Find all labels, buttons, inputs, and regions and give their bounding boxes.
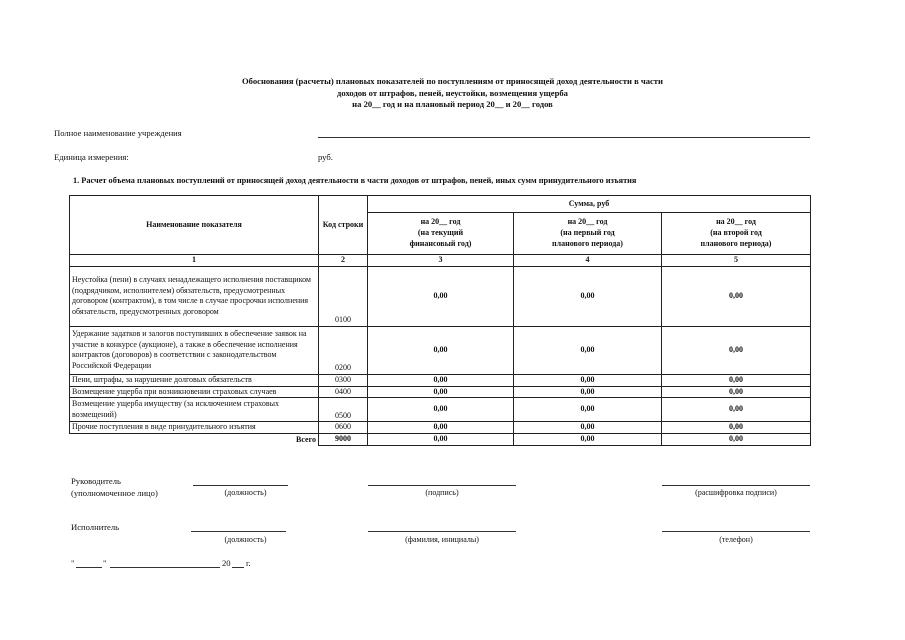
institution-label: Полное наименование учреждения: [54, 128, 182, 138]
row-code: 0400: [319, 386, 368, 398]
row-name: Пени, штрафы, за нарушение долговых обязательств: [70, 374, 319, 386]
row-value-year3[interactable]: 0,00: [662, 398, 811, 422]
header-year-first-l3: планового периода): [552, 238, 623, 248]
executor-label: Исполнитель: [71, 522, 120, 532]
head-signature-caption: (подпись): [425, 488, 459, 497]
section-heading: 1. Расчет объема плановых поступлений от приносящей доход деятельности в части доходов от штрафов, пеней, иных сумм принудительного изъятия: [73, 176, 637, 185]
row-value-year3[interactable]: 0,00: [662, 386, 811, 398]
title-line-1: Обоснования (расчеты) плановых показателей по поступлениям от приносящей доход деятельности в части: [242, 76, 663, 86]
head-signature-line[interactable]: [368, 485, 516, 486]
page-title: [0, 76, 905, 111]
row-code: 0300: [319, 374, 368, 386]
row-value-year1[interactable]: 0,00: [368, 386, 514, 398]
row-value-year1[interactable]: 0,00: [368, 374, 514, 386]
head-label: Руководитель: [71, 476, 121, 486]
header-year-first: [514, 213, 662, 255]
header-indicator-name: Наименование показателя: [70, 196, 319, 255]
row-code: 0600: [319, 422, 368, 434]
date-year-prefix: 20: [222, 558, 231, 568]
row-value-year3[interactable]: 0,00: [662, 266, 811, 326]
total-value-year1: 0,00: [368, 434, 514, 446]
header-year-first-l2: (на первый год: [560, 228, 615, 238]
unit-label: Единица измерения:: [54, 152, 129, 162]
title-line-2: доходов от штрафов, пеней, неустойки, возмещения ущерба: [337, 87, 568, 98]
header-year-second-l2: (на второй год: [710, 228, 762, 238]
calculation-table: [69, 195, 811, 446]
total-code: 9000: [319, 434, 368, 446]
row-name: Неустойка (пени) в случаях ненадлежащего исполнения поставщиком (подрядчиком, исполнителем) обязательств, предусмотренных договором (контрактом), в том числе в случае просрочки исполнения обязательств, предусмотренных договором: [70, 266, 319, 326]
table-row: [70, 422, 811, 434]
row-value-year3[interactable]: 0,00: [662, 422, 811, 434]
row-value-year3[interactable]: 0,00: [662, 326, 811, 374]
row-value-year2[interactable]: 0,00: [514, 422, 662, 434]
row-value-year2[interactable]: 0,00: [514, 398, 662, 422]
date-day-line[interactable]: [76, 567, 102, 568]
head-decoding-line[interactable]: [662, 485, 810, 486]
row-value-year1[interactable]: 0,00: [368, 326, 514, 374]
total-value-year2: 0,00: [514, 434, 662, 446]
row-value-year1[interactable]: 0,00: [368, 398, 514, 422]
row-value-year1[interactable]: 0,00: [368, 422, 514, 434]
table-row: [70, 326, 811, 374]
executor-position-line[interactable]: [191, 531, 286, 532]
colnum-3: 3: [368, 255, 514, 267]
header-year-current-l1: на 20__ год: [420, 217, 461, 227]
table-row: [70, 386, 811, 398]
row-value-year2[interactable]: 0,00: [514, 266, 662, 326]
table-row: [70, 266, 811, 326]
head-position-line[interactable]: [193, 485, 288, 486]
row-value-year1[interactable]: 0,00: [368, 266, 514, 326]
row-name: Удержание задатков и залогов поступивших в обеспечение заявок на участие в конкурсе (аукционе), а также в обеспечение исполнения контрактов (договоров) в соответствии с законодательством Российской Федерации: [70, 326, 319, 374]
row-value-year2[interactable]: 0,00: [514, 374, 662, 386]
executor-phone-caption: (телефон): [719, 535, 753, 544]
header-year-current: [368, 213, 514, 255]
colnum-2: 2: [319, 255, 368, 267]
head-decoding-caption: (расшифровка подписи): [695, 488, 777, 497]
executor-fio-caption: (фамилия, инициалы): [405, 535, 479, 544]
header-year-current-l2: (на текущий: [417, 228, 464, 238]
colnum-5: 5: [662, 255, 811, 267]
header-year-current-l3: финансовый год): [409, 238, 472, 248]
date-year-line[interactable]: [232, 567, 244, 568]
header-year-second-l3: планового периода): [700, 238, 772, 248]
colnum-4: 4: [514, 255, 662, 267]
table-row: [70, 374, 811, 386]
total-row: [70, 434, 811, 446]
table-row: [70, 398, 811, 422]
unit-value: руб.: [318, 152, 333, 162]
institution-field[interactable]: [318, 137, 810, 138]
date-quote-close: ": [103, 558, 107, 568]
executor-phone-line[interactable]: [662, 531, 810, 532]
date-suffix: г.: [246, 558, 251, 568]
row-value-year3[interactable]: 0,00: [662, 374, 811, 386]
row-value-year2[interactable]: 0,00: [514, 386, 662, 398]
header-row-code: Код строки: [319, 196, 368, 255]
header-year-first-l1: на 20__ год: [567, 217, 608, 227]
date-quote-open: ": [71, 558, 75, 568]
row-code: 0100: [319, 266, 368, 326]
executor-fio-line[interactable]: [368, 531, 516, 532]
total-label: Всего: [296, 434, 316, 444]
head-sublabel: (уполномоченное лицо): [71, 488, 158, 498]
row-name: Возмещение ущерба при возникновении страховых случаев: [70, 386, 319, 398]
row-value-year2[interactable]: 0,00: [514, 326, 662, 374]
row-code: 0500: [319, 398, 368, 422]
row-code: 0200: [319, 326, 368, 374]
row-name: Прочие поступления в виде принудительного изъятия: [70, 422, 319, 434]
title-line-3: на 20__ год и на плановый период 20__ и 20__ годов: [352, 99, 553, 109]
row-name: Возмещение ущерба имуществу (за исключением страховых возмещений): [70, 398, 319, 422]
head-position-caption: (должность): [224, 488, 267, 497]
header-year-second: [662, 213, 811, 255]
date-month-line[interactable]: [110, 567, 220, 568]
colnum-1: 1: [70, 255, 319, 267]
executor-position-caption: (должность): [224, 535, 267, 544]
header-sum: Сумма, руб: [368, 196, 811, 213]
total-value-year3: 0,00: [662, 434, 811, 446]
header-year-second-l1: на 20__ год: [716, 217, 756, 227]
